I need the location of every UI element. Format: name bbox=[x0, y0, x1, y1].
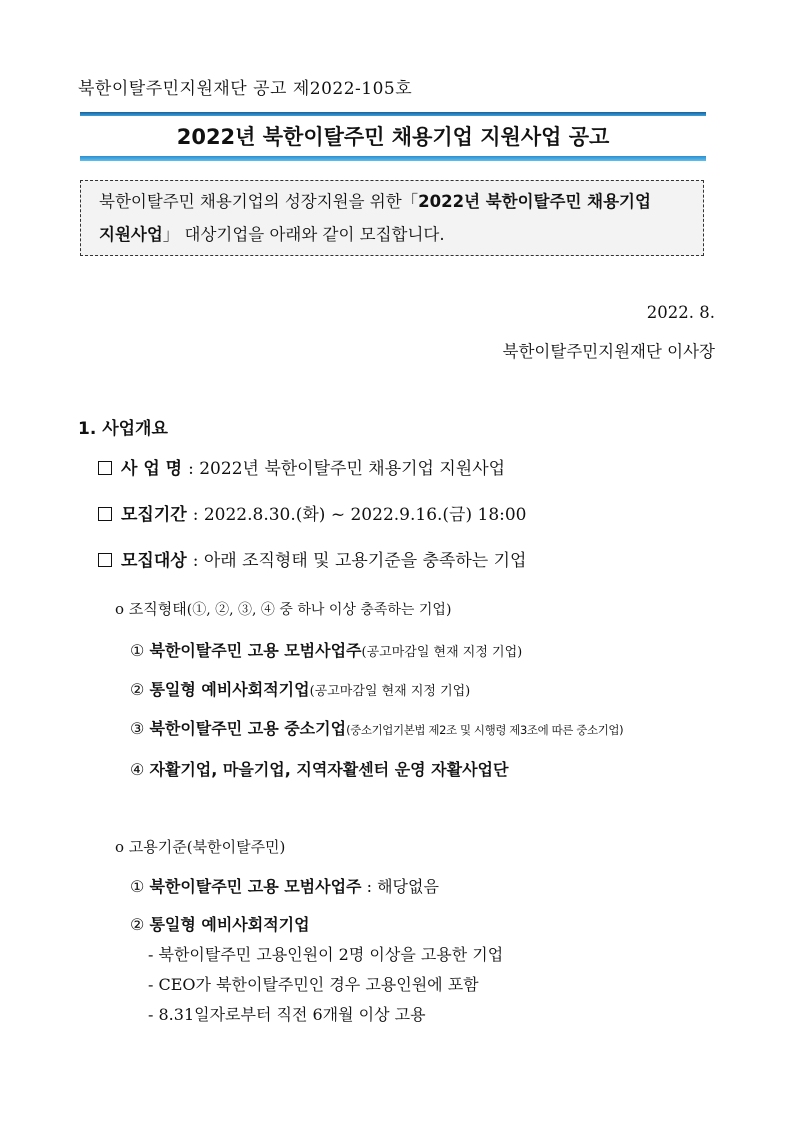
option-label: 북한이탈주민 고용 모범사업주 bbox=[149, 877, 362, 896]
org-type-heading-main: o 조직형태 bbox=[115, 600, 187, 618]
item-label: 사 업 명 bbox=[121, 459, 183, 479]
section-heading-overview: 1. 사업개요 bbox=[78, 419, 168, 439]
document-title: 2022년 북한이탈주민 채용기업 지원사업 공고 bbox=[176, 125, 610, 149]
title-rule-bottom bbox=[80, 156, 706, 161]
org-type-heading-note: (①, ②, ③, ④ 중 하나 이상 충족하는 기업) bbox=[186, 602, 452, 618]
summary-line-2 bbox=[99, 219, 445, 250]
option-label: 북한이탈주민 고용 중소기업 bbox=[149, 719, 347, 738]
org-option-2 bbox=[130, 677, 470, 700]
item-label: 모집대상 bbox=[121, 551, 187, 571]
notice-number: 북한이탈주민지원재단 공고 제2022-105호 bbox=[78, 79, 413, 99]
summary-line1-bold: 2022년 북한이탈주민 채용기업 bbox=[418, 192, 651, 211]
option-label: 자활기업, 마을기업, 지역자활센터 운영 자활사업단 bbox=[149, 760, 509, 779]
item-value: : 2022년 북한이탈주민 채용기업 지원사업 bbox=[188, 459, 506, 479]
document-issuer: 북한이탈주민지원재단 이사장 bbox=[502, 342, 715, 361]
item-project-name bbox=[98, 454, 505, 479]
item-label: 모집기간 bbox=[121, 505, 187, 525]
org-type-heading bbox=[115, 598, 451, 619]
option-number: ④ bbox=[130, 760, 145, 779]
summary-line2-suffix: 」 대상기업을 아래와 같이 모집합니다. bbox=[162, 225, 445, 244]
item-value: : 아래 조직형태 및 고용기준을 충족하는 기업 bbox=[192, 551, 527, 571]
checkbox-square-icon bbox=[98, 507, 112, 521]
option-number: ① bbox=[130, 877, 145, 896]
option-number: ③ bbox=[130, 719, 145, 738]
summary-line-1 bbox=[99, 186, 651, 217]
option-note: (공고마감일 현재 지정 기업) bbox=[361, 645, 523, 660]
option-value: : 해당없음 bbox=[366, 877, 439, 896]
org-option-4 bbox=[130, 757, 508, 780]
option-label: 통일형 예비사회적기업 bbox=[149, 915, 310, 934]
option-number: ② bbox=[130, 680, 145, 699]
option-label: 통일형 예비사회적기업 bbox=[149, 680, 310, 699]
item-value: : 2022.8.30.(화) ~ 2022.9.16.(금) 18:00 bbox=[192, 505, 527, 525]
document-date: 2022. 8. bbox=[646, 303, 715, 322]
criteria-item: - 북한이탈주민 고용인원이 2명 이상을 고용한 기업 bbox=[148, 945, 504, 964]
checkbox-square-icon bbox=[98, 553, 112, 567]
employment-option-2 bbox=[130, 912, 310, 935]
summary-line1-prefix: 북한이탈주민 채용기업의 성장지원을 위한「 bbox=[99, 192, 419, 211]
option-number: ① bbox=[130, 641, 145, 660]
org-option-3 bbox=[130, 716, 623, 739]
option-note: (중소기업기본법 제2조 및 시행령 제3조에 따른 중소기업) bbox=[346, 723, 624, 737]
title-rule-top bbox=[80, 112, 706, 116]
org-option-1 bbox=[130, 638, 522, 661]
item-recruit-period bbox=[98, 500, 527, 525]
option-note: (공고마감일 현재 지정 기업) bbox=[309, 684, 471, 699]
summary-box bbox=[80, 180, 704, 256]
employment-heading: o 고용기준(북한이탈주민) bbox=[115, 838, 286, 856]
checkbox-square-icon bbox=[98, 461, 112, 475]
item-recruit-target bbox=[98, 546, 526, 571]
criteria-item: - 8.31일자로부터 직전 6개월 이상 고용 bbox=[148, 1005, 426, 1024]
summary-line2-bold: 지원사업 bbox=[99, 225, 163, 244]
option-number: ② bbox=[130, 915, 145, 934]
criteria-item: - CEO가 북한이탈주민인 경우 고용인원에 포함 bbox=[148, 975, 479, 994]
option-label: 북한이탈주민 고용 모범사업주 bbox=[149, 641, 362, 660]
employment-option-1 bbox=[130, 874, 439, 897]
